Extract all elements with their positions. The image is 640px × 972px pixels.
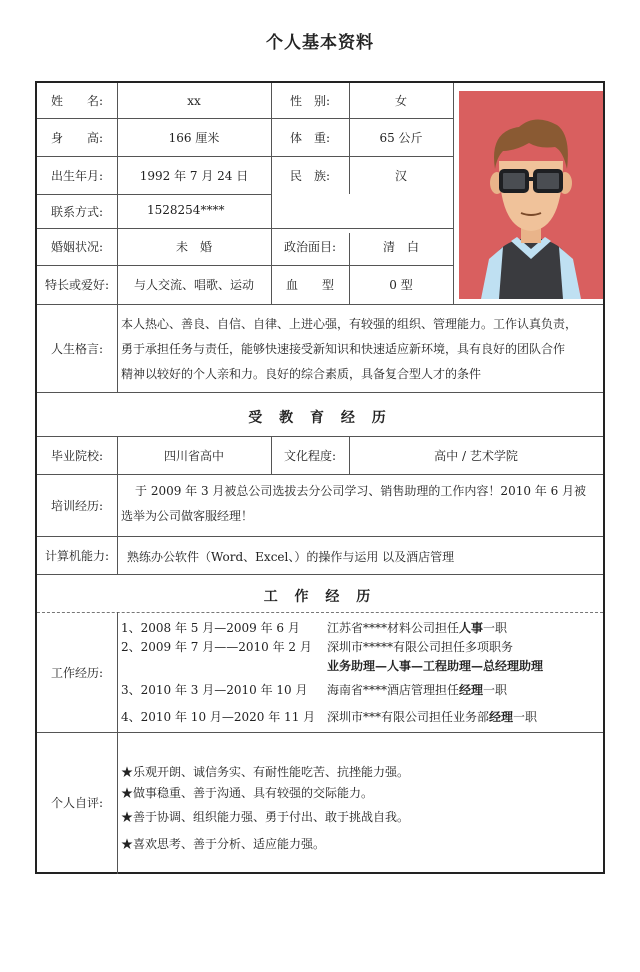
training-line-2: 选举为公司做客服经理！: [121, 509, 254, 523]
profile-photo: [459, 91, 603, 299]
weight-label: 体 重:: [289, 130, 331, 145]
blood-label: 血 型: [285, 278, 334, 292]
job-desc-1: [327, 619, 507, 636]
self-eval-item-4: ★喜欢思考、善于分析、适应能力强。: [121, 837, 326, 851]
work-label: 工作经历:: [50, 665, 104, 680]
school-value: 四川省高中: [163, 448, 224, 463]
marital-value: 未 婚: [175, 240, 212, 254]
job-desc-1-pre: 江苏省****材料公司担任: [327, 621, 460, 635]
gender-label: 性 别:: [289, 94, 331, 108]
name-value: xx: [187, 93, 201, 108]
school-label: 毕业院校:: [50, 448, 104, 463]
training-line-1: 于 2009 年 3 月被总公司选拔去分公司学习、销售助理的工作内容！2010 年 6 月被: [135, 484, 587, 498]
job-period-3: 3、2010 年 3 月—2010 年 10 月: [121, 683, 308, 697]
motto-label: 人生格言:: [50, 341, 104, 356]
job-desc-1-bold: 人事: [459, 621, 484, 635]
motto-line-2: 勇于承担任务与责任，能够快速接受新知识和快速适应新环境，具有良好的团队合作: [121, 342, 566, 356]
political-value: 清 白: [382, 240, 419, 254]
job-desc-4: [327, 708, 537, 725]
self-eval-item-2: ★做事稳重、善于沟通、具有较强的交际能力。: [121, 786, 374, 800]
name-label: 姓 名:: [50, 94, 104, 108]
contact-label: 联系方式:: [50, 204, 104, 219]
job-desc-4-post: 一职: [513, 710, 538, 724]
job-desc-2: [327, 638, 513, 655]
resume-table: [35, 81, 605, 874]
computer-label: 计算机能力:: [44, 548, 110, 563]
blood-value: 0 型: [389, 278, 413, 292]
motto-line-3: 精神以较好的个人亲和力。良好的综合素质，具备复合型人才的条件: [121, 367, 482, 381]
page-title: 个人基本资料: [266, 33, 374, 53]
self-eval-item-1: ★乐观开朗、诚信务实、有耐性能吃苦、抗挫能力强。: [121, 765, 410, 779]
job-desc-3: [327, 681, 507, 698]
marital-label: 婚姻状况:: [50, 240, 104, 254]
height-value: 166 厘米: [168, 130, 220, 145]
job-desc-2-roles: 业务助理—人事—工程助理—总经理助理: [327, 659, 544, 673]
job-desc-3-bold: 经理: [459, 683, 484, 697]
job-desc-4-bold: 经理: [489, 710, 514, 724]
self-eval-item-3: ★善于协调、组织能力强、勇于付出、敢于挑战自我。: [121, 810, 410, 824]
gender-value: 女: [394, 94, 407, 108]
education-heading: 受 教 育 经 历: [248, 410, 392, 426]
job-period-2: 2、2009 年 7 月——2010 年 2 月: [121, 640, 312, 654]
hobby-label: 特长或爱好:: [44, 278, 110, 292]
job-desc-3-pre: 海南省****酒店管理担任: [327, 683, 460, 697]
job-period-1: 1、2008 年 5 月—2009 年 6 月: [121, 621, 300, 635]
birth-label: 出生年月:: [50, 168, 104, 183]
job-desc-2-pre: 深圳市*****有限公司担任多项职务: [327, 640, 514, 654]
job-desc-1-post: 一职: [483, 621, 508, 635]
ethnic-value: 汉: [394, 168, 407, 183]
hobby-value: 与人交流、唱歌、运动: [133, 278, 254, 292]
work-heading: 工 作 经 历: [263, 589, 377, 605]
political-label: 政治面目:: [283, 240, 337, 254]
avatar-cartoon-man-icon: [459, 91, 603, 299]
training-label: 培训经历:: [50, 498, 104, 513]
contact-value: 1528254****: [147, 203, 225, 217]
birth-value: 1992 年 7 月 24 日: [139, 168, 249, 183]
weight-value: 65 公斤: [379, 130, 423, 145]
self-eval-label: 个人自评:: [50, 796, 104, 810]
computer-value: 熟练办公软件（Word、Excel、）的操作与运用 以及酒店管理: [127, 550, 455, 564]
motto-line-1: 本人热心、善良、自信、自律、上进心强，有较强的组织、管理能力。工作认真负责，: [121, 317, 578, 331]
ethnic-label: 民 族:: [289, 168, 331, 183]
level-value: 高中 / 艺术学院: [434, 448, 518, 463]
height-label: 身 高:: [50, 130, 104, 145]
level-label: 文化程度:: [283, 448, 337, 463]
job-desc-4-pre: 深圳市***有限公司担任业务部: [327, 710, 490, 724]
job-desc-3-post: 一职: [483, 683, 508, 697]
job-period-4: 4、2010 年 10 月—2020 年 11 月: [121, 710, 316, 724]
